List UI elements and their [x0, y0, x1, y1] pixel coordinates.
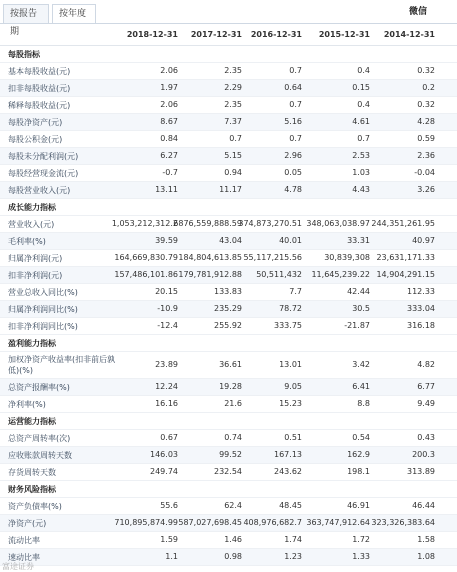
table-cell: 21.6 [224, 399, 242, 408]
table-cell: 0.51 [284, 433, 302, 442]
table-cell: 333.04 [407, 304, 435, 313]
table-cell: 30,839,308 [324, 253, 370, 262]
table-cell: 13.11 [155, 185, 178, 194]
table-cell: 62.4 [224, 501, 242, 510]
table-cell: 16.16 [155, 399, 178, 408]
table-cell: 2.36 [417, 151, 435, 160]
table-cell: 255.92 [214, 321, 242, 330]
table-cell: 348,063,038.97 [306, 219, 370, 228]
table-cell: 4.78 [284, 185, 302, 194]
table-cell: 55.6 [160, 501, 178, 510]
table-cell: 164,669,830.79 [114, 253, 178, 262]
table-cell: 323,326,383.64 [371, 518, 435, 527]
table-cell: 710,895,874.99 [114, 518, 178, 527]
table-cell: 133.83 [214, 287, 242, 296]
table-cell: 1.97 [160, 83, 178, 92]
row-label: 每股营业收入(元) [8, 186, 71, 195]
row-label: 归属净利润同比(%) [8, 305, 78, 314]
table-cell: 198.1 [347, 467, 370, 476]
table-cell: 0.7 [289, 66, 302, 75]
table-cell: 363,747,912.64 [306, 518, 370, 527]
row-label: 总资产报酬率(%) [8, 383, 70, 392]
table-cell: 23.89 [155, 360, 178, 369]
table-cell: 1.08 [417, 552, 435, 561]
table-cell: 1.23 [284, 552, 302, 561]
row-label: 每股未分配利润(元) [8, 152, 79, 161]
table-cell: 0.7 [289, 134, 302, 143]
table-cell: 2.35 [224, 66, 242, 75]
table-cell: 0.7 [289, 100, 302, 109]
table-cell: 3.26 [417, 185, 435, 194]
table-cell: 0.05 [284, 168, 302, 177]
watermark: 富途证券 [2, 562, 34, 571]
table-row [0, 114, 457, 131]
table-row [0, 396, 457, 413]
table-cell: 1.72 [352, 535, 370, 544]
table-cell: 1.74 [284, 535, 302, 544]
row-label: 流动比率 [8, 536, 40, 545]
row-label: 营业收入(元) [8, 220, 55, 229]
table-cell: 23,631,171.33 [376, 253, 435, 262]
table-cell: 4.28 [417, 117, 435, 126]
row-label: 净资产(元) [8, 519, 47, 528]
row-label: 毛利率(%) [8, 237, 46, 246]
section-title: 成长能力指标 [8, 203, 56, 212]
section-title: 财务风险指标 [8, 485, 56, 494]
table-cell: 6.41 [352, 382, 370, 391]
section-title: 运营能力指标 [8, 417, 56, 426]
table-row [0, 284, 457, 301]
section-header-row [0, 335, 457, 352]
table-cell: 0.84 [160, 134, 178, 143]
table-cell: 0.7 [229, 134, 242, 143]
table-cell: 1.03 [352, 168, 370, 177]
row-label: 扣非净利润(元) [8, 271, 63, 280]
table-cell: 4.61 [352, 117, 370, 126]
row-label: 加权净资产收益率(扣非前后孰低)(%) [8, 355, 116, 375]
table-cell: -21.87 [344, 321, 370, 330]
table-row [0, 318, 457, 335]
column-header: 2015-12-31 [318, 30, 370, 39]
table-header [0, 24, 457, 46]
table-row [0, 216, 457, 233]
row-label: 应收账款周转天数 [8, 451, 72, 460]
table-cell: 1,053,212,312.2 [111, 219, 178, 228]
table-cell: 9.05 [284, 382, 302, 391]
table-cell: 43.04 [219, 236, 242, 245]
table-cell: 0.4 [357, 100, 370, 109]
column-header: 2014-12-31 [383, 30, 435, 39]
table-cell: 408,976,682.7 [243, 518, 302, 527]
table-cell: 0.54 [352, 433, 370, 442]
table-cell: 78.72 [279, 304, 302, 313]
table-cell: 2.06 [160, 100, 178, 109]
row-label: 扣非净利润同比(%) [8, 322, 78, 331]
table-cell: 7.7 [289, 287, 302, 296]
table-cell: 14,904,291.15 [376, 270, 435, 279]
table-cell: 6876,559,888.59 [173, 219, 242, 228]
financial-table-body [0, 46, 457, 566]
table-cell: 4.82 [417, 360, 435, 369]
table-cell: 0.59 [417, 134, 435, 143]
table-cell: 36.61 [219, 360, 242, 369]
table-cell: 1.46 [224, 535, 242, 544]
table-cell: 157,486,101.86 [114, 270, 178, 279]
table-cell: 244,351,261.95 [371, 219, 435, 228]
table-cell: 0.15 [352, 83, 370, 92]
table-cell: -12.4 [157, 321, 178, 330]
column-header: 2017-12-31 [190, 30, 242, 39]
table-cell: 48.45 [279, 501, 302, 510]
table-cell: 0.67 [160, 433, 178, 442]
table-cell: 7.37 [224, 117, 242, 126]
tab-by-report-period[interactable]: 按报告期 [3, 4, 49, 24]
table-cell: 11,645,239.22 [311, 270, 370, 279]
table-cell: -10.9 [157, 304, 178, 313]
table-row [0, 498, 457, 515]
column-header: 2016-12-31 [250, 30, 302, 39]
section-header-row [0, 46, 457, 63]
table-cell: 39.59 [155, 236, 178, 245]
table-cell: 6.27 [160, 151, 178, 160]
table-cell: 162.9 [347, 450, 370, 459]
table-cell: 5.16 [284, 117, 302, 126]
table-cell: 0.94 [224, 168, 242, 177]
table-cell: 1.58 [417, 535, 435, 544]
table-cell: 112.33 [407, 287, 435, 296]
table-cell: 167.13 [274, 450, 302, 459]
table-cell: 19.28 [219, 382, 242, 391]
table-cell: 5.15 [224, 151, 242, 160]
table-row [0, 97, 457, 114]
table-row [0, 515, 457, 532]
table-cell: 0.4 [357, 66, 370, 75]
table-cell: -0.7 [162, 168, 178, 177]
table-cell: 0.2 [422, 83, 435, 92]
table-cell: 20.15 [155, 287, 178, 296]
table-cell: 2.53 [352, 151, 370, 160]
table-cell: 99.52 [219, 450, 242, 459]
table-cell: 6.77 [417, 382, 435, 391]
table-cell: 40.97 [412, 236, 435, 245]
table-cell: 4.43 [352, 185, 370, 194]
table-row [0, 63, 457, 80]
table-cell: 8.67 [160, 117, 178, 126]
table-cell: 232.54 [214, 467, 242, 476]
table-cell: 374,873,270.51 [238, 219, 302, 228]
table-cell: 146.03 [150, 450, 178, 459]
table-cell: 46.91 [347, 501, 370, 510]
table-row [0, 267, 457, 284]
table-row [0, 233, 457, 250]
table-cell: 0.32 [417, 66, 435, 75]
table-cell: 249.74 [150, 467, 178, 476]
table-cell: 1.1 [165, 552, 178, 561]
table-row [0, 301, 457, 318]
table-cell: 9.49 [417, 399, 435, 408]
table-cell: 2.06 [160, 66, 178, 75]
table-cell: 8.8 [357, 399, 370, 408]
table-row [0, 532, 457, 549]
table-cell: 0.32 [417, 100, 435, 109]
table-cell: 184,804,613.85 [178, 253, 242, 262]
row-label: 总资产周转率(次) [8, 434, 71, 443]
table-cell: 179,781,912.88 [178, 270, 242, 279]
table-row [0, 464, 457, 481]
table-cell: 200.3 [412, 450, 435, 459]
table-cell: 2.96 [284, 151, 302, 160]
section-header-row [0, 199, 457, 216]
table-cell: 0.98 [224, 552, 242, 561]
table-row [0, 430, 457, 447]
table-cell: 12.24 [155, 382, 178, 391]
table-cell: 0.64 [284, 83, 302, 92]
table-row [0, 148, 457, 165]
tab-by-year[interactable]: 按年度 [52, 4, 96, 24]
row-label: 基本每股收益(元) [8, 67, 71, 76]
table-cell: 2.29 [224, 83, 242, 92]
column-header: 2018-12-31 [126, 30, 178, 39]
table-cell: 42.44 [347, 287, 370, 296]
table-row [0, 131, 457, 148]
table-row [0, 250, 457, 267]
row-label: 每股净资产(元) [8, 118, 63, 127]
row-label: 稀释每股收益(元) [8, 101, 71, 110]
table-cell: 50,511,432 [256, 270, 302, 279]
table-cell: 1.59 [160, 535, 178, 544]
table-cell: -0.04 [414, 168, 435, 177]
table-cell: 313.89 [407, 467, 435, 476]
section-title: 盈利能力指标 [8, 339, 56, 348]
table-cell: 40.01 [279, 236, 302, 245]
row-label: 营业总收入同比(%) [8, 288, 78, 297]
table-row [0, 379, 457, 396]
table-cell: 0.43 [417, 433, 435, 442]
table-cell: 243.62 [274, 467, 302, 476]
row-label: 每股公积金(元) [8, 135, 63, 144]
table-cell: 333.75 [274, 321, 302, 330]
table-row [0, 80, 457, 97]
row-label: 速动比率 [8, 553, 40, 562]
table-cell: 1.33 [352, 552, 370, 561]
row-label: 净利率(%) [8, 400, 46, 409]
section-title: 每股指标 [8, 50, 40, 59]
table-row [0, 447, 457, 464]
table-cell: 46.44 [412, 501, 435, 510]
table-cell: 55,117,215.56 [243, 253, 302, 262]
table-cell: 11.17 [219, 185, 242, 194]
row-label: 扣非每股收益(元) [8, 84, 71, 93]
table-cell: 0.74 [224, 433, 242, 442]
table-row [0, 549, 457, 566]
table-row [0, 165, 457, 182]
table-cell: 316.18 [407, 321, 435, 330]
row-label: 存货周转天数 [8, 468, 56, 477]
table-cell: 235.29 [214, 304, 242, 313]
table-cell: 30.5 [352, 304, 370, 313]
table-cell: 13.01 [279, 360, 302, 369]
row-label: 每股经营现金流(元) [8, 169, 79, 178]
table-cell: 15.23 [279, 399, 302, 408]
wechat-label[interactable]: 微信 [408, 7, 427, 17]
section-header-row [0, 481, 457, 498]
table-cell: 3.42 [352, 360, 370, 369]
table-cell: 0.7 [357, 134, 370, 143]
table-row [0, 182, 457, 199]
table-cell: 587,027,698.45 [178, 518, 242, 527]
table-cell: 33.31 [347, 236, 370, 245]
section-header-row [0, 413, 457, 430]
row-label: 资产负债率(%) [8, 502, 62, 511]
row-label: 归属净利润(元) [8, 254, 63, 263]
table-row [0, 352, 457, 379]
table-cell: 2.35 [224, 100, 242, 109]
